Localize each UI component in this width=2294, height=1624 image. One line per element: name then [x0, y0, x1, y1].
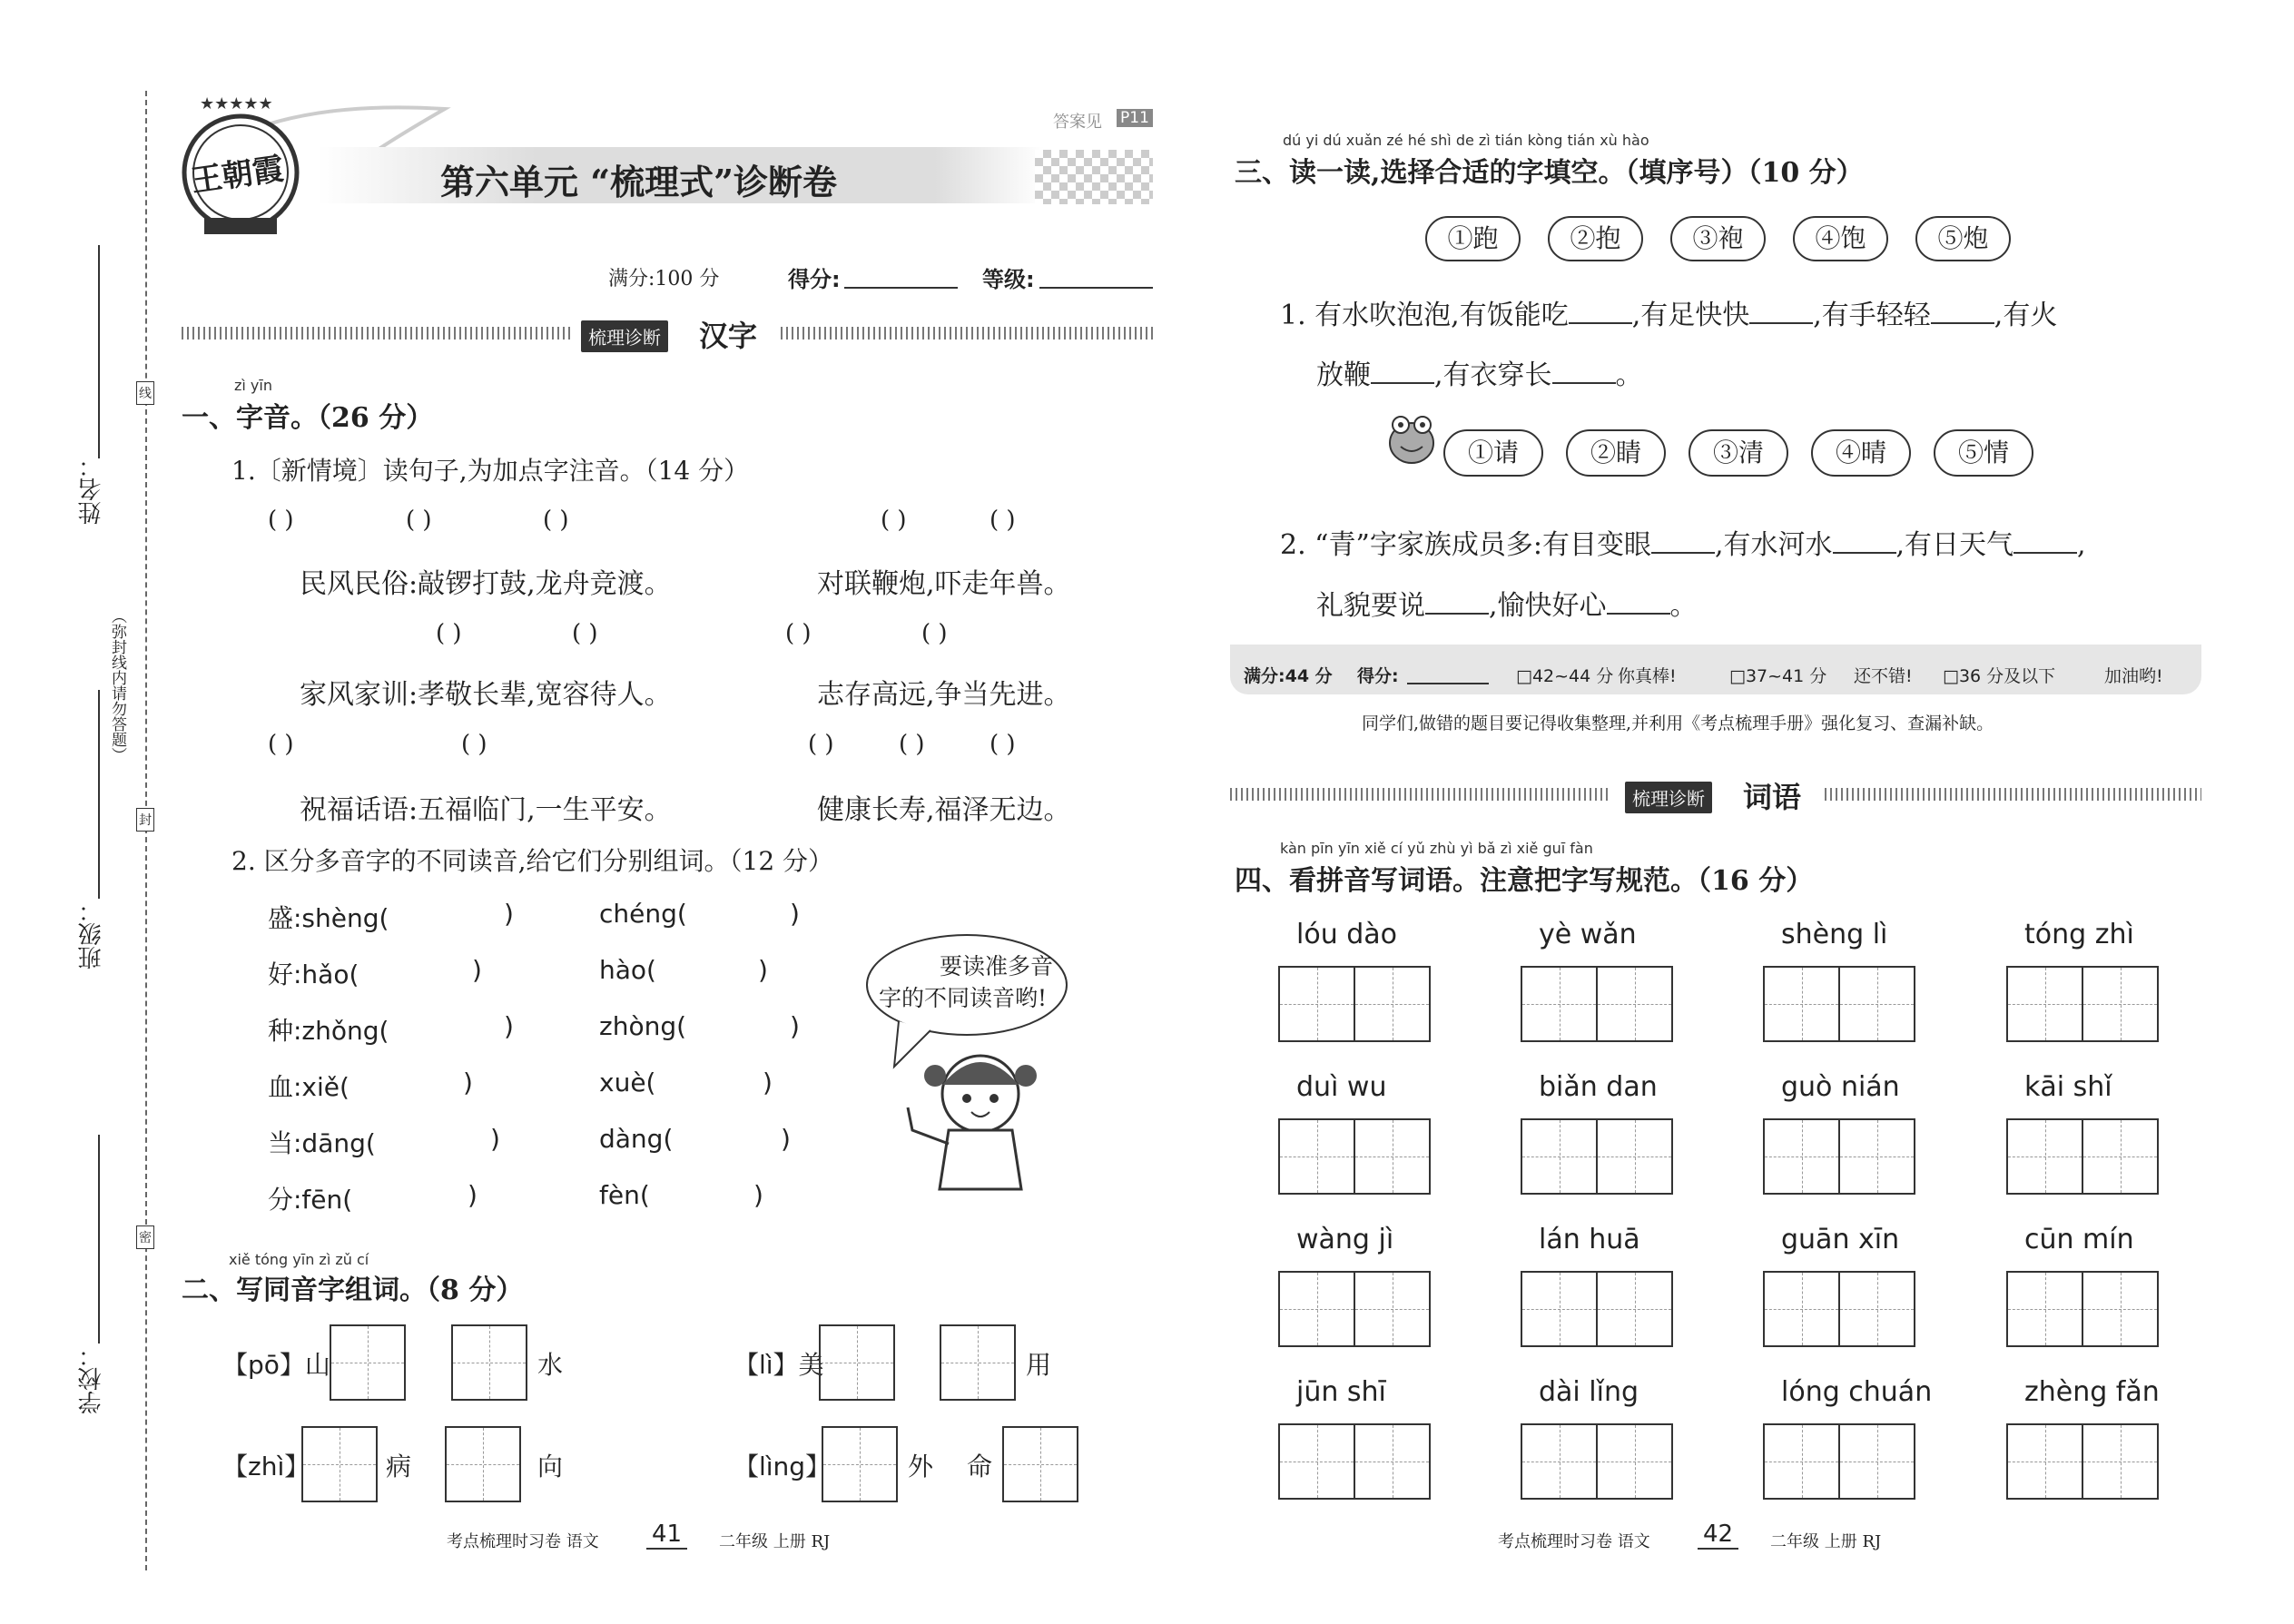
speech-line2: 字的不同读音哟! [879, 985, 1048, 1011]
writing-box[interactable] [822, 1426, 898, 1502]
writing-box-pair[interactable] [1521, 1118, 1673, 1195]
paren-blank[interactable]: ( ) [572, 620, 598, 647]
seal-tag: 封 [136, 808, 154, 832]
writing-box-pair[interactable] [1521, 1423, 1673, 1500]
paren-blank[interactable]: ( ) [785, 620, 812, 647]
paren-blank[interactable]: ( ) [989, 731, 1016, 758]
writing-box-pair[interactable] [1763, 1423, 1915, 1500]
writing-box[interactable] [940, 1324, 1016, 1401]
paren-blank[interactable]: ( ) [921, 620, 948, 647]
bar-range[interactable]: □42~44 分 [1516, 666, 1614, 686]
writing-box-pair[interactable] [2006, 1423, 2159, 1500]
q3-title: 三、读一读,选择合适的字填空。（填序号）（10 分） [1235, 157, 1864, 189]
writing-box-pair[interactable] [2006, 966, 2159, 1042]
word-pinyin: biǎn dan [1539, 1071, 1658, 1103]
school-line[interactable] [98, 1135, 100, 1343]
sentence-left: 家风家训:孝敬长辈,宽容待人。 [300, 679, 672, 711]
bar-full: 满分:44 分 [1244, 666, 1333, 686]
bar-range[interactable]: □36 分及以下 [1943, 666, 2056, 686]
q2-char: 命 [967, 1452, 993, 1481]
word-pinyin: lóu dào [1296, 919, 1398, 950]
q3-text: ,有手轻轻 [1813, 300, 1931, 331]
bar-range-text: 还不错! [1854, 666, 1913, 686]
svg-text:★★★★★: ★★★★★ [200, 94, 273, 113]
fill-blank[interactable] [2013, 534, 2077, 554]
poly-close[interactable]: ) [472, 955, 482, 985]
q2-char: 向 [537, 1452, 564, 1481]
fill-blank[interactable] [1833, 534, 1896, 554]
option-bubble: ③袍 [1670, 216, 1766, 261]
option-bubble: ②抱 [1548, 216, 1643, 261]
fold-tag: 线 [136, 381, 154, 405]
fill-blank[interactable] [1651, 534, 1715, 554]
word-pinyin: jūn shī [1296, 1376, 1386, 1408]
speech-line1: 要读准多音 [940, 953, 1054, 979]
poly-close[interactable]: ) [790, 1011, 800, 1041]
word-pinyin: guò nián [1781, 1071, 1900, 1103]
footer-text: 二年级 上册 RJ [1770, 1532, 1882, 1551]
q3-text: 2. “青”字家族成员多:有目变眼 [1280, 529, 1651, 561]
name-label: 姓名： [78, 454, 105, 525]
word-pinyin: wàng jì [1296, 1224, 1394, 1255]
writing-box-pair[interactable] [1278, 1423, 1431, 1500]
word-pinyin: lán huā [1539, 1224, 1640, 1255]
class-line[interactable] [98, 690, 100, 899]
q2-char: 水 [537, 1350, 564, 1380]
poly-close[interactable]: ) [753, 1180, 763, 1210]
poly-close[interactable]: ) [758, 955, 768, 985]
writing-box[interactable] [445, 1426, 521, 1502]
answer-page: P11 [1117, 109, 1153, 127]
poly-b: xuè( [599, 1068, 656, 1097]
answer-ref: 答案见 [1053, 113, 1102, 132]
fill-blank[interactable] [1931, 304, 1994, 324]
fill-blank[interactable] [1425, 595, 1489, 615]
footer-text: 考点梳理时习卷 语文 [1498, 1532, 1650, 1551]
fill-blank[interactable] [1749, 304, 1813, 324]
q3-pinyin: dú yi dú xuǎn zé hé shì de zì tián kòng tián xù hào [1283, 132, 1649, 149]
paren-blank[interactable]: ( ) [989, 507, 1016, 534]
section-badge: 梳理诊断 [1625, 782, 1712, 813]
full-score: 满分:100 分 [608, 268, 720, 290]
word-pinyin: shèng lì [1781, 919, 1888, 950]
poly-close[interactable]: ) [781, 1124, 791, 1154]
q3-s2-line2 [1316, 583, 1698, 623]
score-field[interactable] [844, 287, 958, 289]
poly-b: zhòng( [599, 1011, 687, 1041]
q3-text: ,有水河水 [1714, 529, 1833, 561]
q3-text: ,有火 [1994, 300, 2058, 331]
q2-label: 【lìng】 [733, 1452, 832, 1481]
word-pinyin: cūn mín [2024, 1224, 2134, 1255]
score-label: 得分: [788, 267, 841, 292]
q4-pinyin: kàn pīn yīn xiě cí yǔ zhù yì bǎ zì xiě guī fàn [1280, 840, 1593, 857]
poly-close[interactable]: ) [504, 899, 514, 929]
close-tag: 密 [136, 1225, 154, 1249]
grade-field[interactable] [1039, 287, 1153, 289]
paren-blank[interactable]: ( ) [881, 507, 907, 534]
poly-a: 种:zhǒng( [268, 1016, 389, 1046]
page-number: 41 [646, 1521, 687, 1550]
writing-box-pair[interactable] [1278, 966, 1431, 1042]
word-pinyin: guān xīn [1781, 1224, 1900, 1255]
poly-close[interactable]: ) [468, 1180, 478, 1210]
footer-text: 二年级 上册 RJ [719, 1532, 831, 1551]
writing-box[interactable] [819, 1324, 895, 1401]
fill-blank[interactable] [1607, 595, 1670, 615]
writing-box[interactable] [301, 1426, 378, 1502]
option-bubble: ①跑 [1425, 216, 1521, 261]
divider-dots [1230, 788, 1611, 801]
paren-blank[interactable]: ( ) [899, 731, 925, 758]
bar-range-text: 你真棒! [1618, 666, 1677, 686]
poly-close[interactable]: ) [790, 899, 800, 929]
writing-box-pair[interactable] [2006, 1118, 2159, 1195]
fill-blank[interactable] [1552, 364, 1616, 384]
page-number: 42 [1698, 1521, 1738, 1550]
school-label: 学校： [78, 1343, 105, 1414]
sentence-left: 民风民俗:敲锣打鼓,龙舟竞渡。 [300, 568, 672, 600]
section-badge: 梳理诊断 [581, 320, 668, 352]
q3-text: ,有日天气 [1895, 529, 2014, 561]
q3-text: ,有衣穿长 [1434, 359, 1552, 391]
poly-a: 盛:shèng( [268, 903, 389, 933]
q2-char: 病 [386, 1452, 412, 1481]
class-label: 班级： [78, 899, 105, 969]
note-text: 同学们,做错的题目要记得收集整理,并利用《考点梳理手册》强化复习、查漏补缺。 [1362, 714, 1994, 733]
option-bubble: ④饱 [1793, 216, 1888, 261]
q1-title: 一、字音。（26 分） [182, 402, 434, 434]
q3-text: 1. 有水吹泡泡,有饭能吃 [1280, 300, 1569, 331]
fill-blank[interactable] [1371, 364, 1434, 384]
bar-range[interactable]: □37~41 分 [1729, 666, 1827, 686]
option-bubble: ⑤炮 [1915, 216, 2011, 261]
poly-a: 好:hǎo( [268, 960, 359, 989]
q3-s2-line1 [1280, 522, 2086, 562]
sentence-left: 祝福话语:五福临门,一生平安。 [300, 794, 672, 826]
writing-box-pair[interactable] [1521, 1271, 1673, 1347]
q2-label: 【lì】美 [733, 1350, 824, 1380]
q4-title: 四、看拼音写词语。注意把字写规范。（16 分） [1235, 865, 1814, 897]
q3-text: 。 [1615, 359, 1643, 391]
word-pinyin: tóng zhì [2024, 919, 2134, 950]
poly-b: chéng( [599, 899, 687, 929]
section-title: 词语 [1743, 780, 1802, 814]
paren-blank[interactable]: ( ) [406, 507, 432, 534]
paren-blank[interactable]: ( ) [461, 731, 487, 758]
writing-box-pair[interactable] [1278, 1271, 1431, 1347]
q1-sub1: 1.〔新情境〕读句子,为加点字注音。（14 分） [231, 456, 750, 486]
writing-box-pair[interactable] [1763, 1118, 1915, 1195]
poly-b: hào( [599, 955, 656, 985]
frog-icon [1384, 408, 1439, 468]
option-bubble: ①请 [1443, 429, 1543, 477]
poly-b: fèn( [599, 1180, 650, 1210]
name-line[interactable] [98, 245, 100, 458]
divider-dots [1825, 788, 2201, 801]
option-bubble: ⑤情 [1934, 429, 2033, 477]
bar-range-text: 加油哟! [2104, 666, 2163, 686]
writing-box[interactable] [451, 1324, 527, 1401]
q1-pinyin: zì yīn [234, 377, 272, 394]
sentence-right: 健康长寿,福泽无边。 [817, 794, 1071, 826]
word-pinyin: zhèng fǎn [2024, 1376, 2160, 1408]
word-pinyin: duì wu [1296, 1071, 1387, 1103]
word-pinyin: kāi shǐ [2024, 1071, 2112, 1103]
sentence-right: 对联鞭炮,吓走年兽。 [817, 568, 1071, 600]
fill-blank[interactable] [1569, 304, 1632, 324]
q2-title: 二、写同音字组词。（8 分） [182, 1275, 524, 1306]
writing-box-pair[interactable] [1521, 966, 1673, 1042]
writing-box-pair[interactable] [1763, 1271, 1915, 1347]
writing-box-pair[interactable] [2006, 1271, 2159, 1347]
q2-char: 外 [908, 1452, 934, 1481]
q1-sub2: 2. 区分多音字的不同读音,给它们分别组词。（12 分） [231, 846, 834, 876]
poly-a: 分:fēn( [268, 1185, 353, 1215]
word-pinyin: yè wǎn [1539, 919, 1637, 950]
writing-box-pair[interactable] [1763, 966, 1915, 1042]
poly-close[interactable]: ) [490, 1124, 500, 1154]
option-bubble: ③清 [1689, 429, 1788, 477]
q3-text: 。 [1669, 590, 1698, 622]
sentence-right: 志存高远,争当先进。 [817, 679, 1071, 711]
divider-dots [182, 327, 572, 340]
q3-text: 礼貌要说 [1316, 590, 1425, 622]
q3-s1-line1 [1280, 292, 2057, 332]
title-checker [1035, 150, 1153, 204]
grade-label: 等级: [982, 267, 1035, 292]
paren-blank[interactable]: ( ) [268, 507, 294, 534]
poly-close[interactable]: ) [504, 1011, 514, 1041]
q3-text: ,有足快快 [1631, 300, 1750, 331]
q3-text: , [2077, 529, 2086, 561]
paren-blank[interactable]: ( ) [436, 620, 462, 647]
poly-a: 当:dāng( [268, 1128, 376, 1158]
paren-blank[interactable]: ( ) [268, 731, 294, 758]
q2-label: 【zhì】 [222, 1452, 310, 1481]
footer-text: 考点梳理时习卷 语文 [447, 1532, 599, 1551]
q3-text: 放鞭 [1316, 359, 1371, 391]
paren-blank[interactable]: ( ) [808, 731, 834, 758]
poly-close[interactable]: ) [463, 1068, 473, 1097]
poly-a: 血:xiě( [268, 1072, 350, 1102]
word-pinyin: dài lǐng [1539, 1376, 1639, 1408]
writing-box-pair[interactable] [1278, 1118, 1431, 1195]
bar-score: 得分: [1357, 666, 1399, 686]
q2-pinyin: xiě tóng yīn zì zǔ cí [229, 1251, 369, 1268]
q3-text: ,愉快好心 [1489, 590, 1607, 622]
poly-b: dàng( [599, 1124, 674, 1154]
q2-label: 【pō】山 [222, 1350, 330, 1380]
q3-s1-line2 [1316, 352, 1643, 392]
word-pinyin: lóng chuán [1781, 1376, 1933, 1408]
page-title: 第六单元 “梳理式”诊断卷 [440, 162, 837, 202]
option-bubble: ④晴 [1811, 429, 1911, 477]
writing-box[interactable] [330, 1324, 406, 1401]
option-bubble: ②睛 [1566, 429, 1666, 477]
paren-blank[interactable]: ( ) [543, 507, 569, 534]
bar-score-field[interactable] [1407, 683, 1489, 684]
poly-close[interactable]: ) [763, 1068, 773, 1097]
q2-char: 用 [1026, 1350, 1052, 1380]
section-title: 汉字 [699, 319, 758, 353]
seal-note: （弥封线内请勿答题） [108, 608, 126, 763]
divider-dots [781, 327, 1153, 340]
logo-text: 王朝霞 [189, 151, 286, 200]
writing-box[interactable] [1002, 1426, 1078, 1502]
